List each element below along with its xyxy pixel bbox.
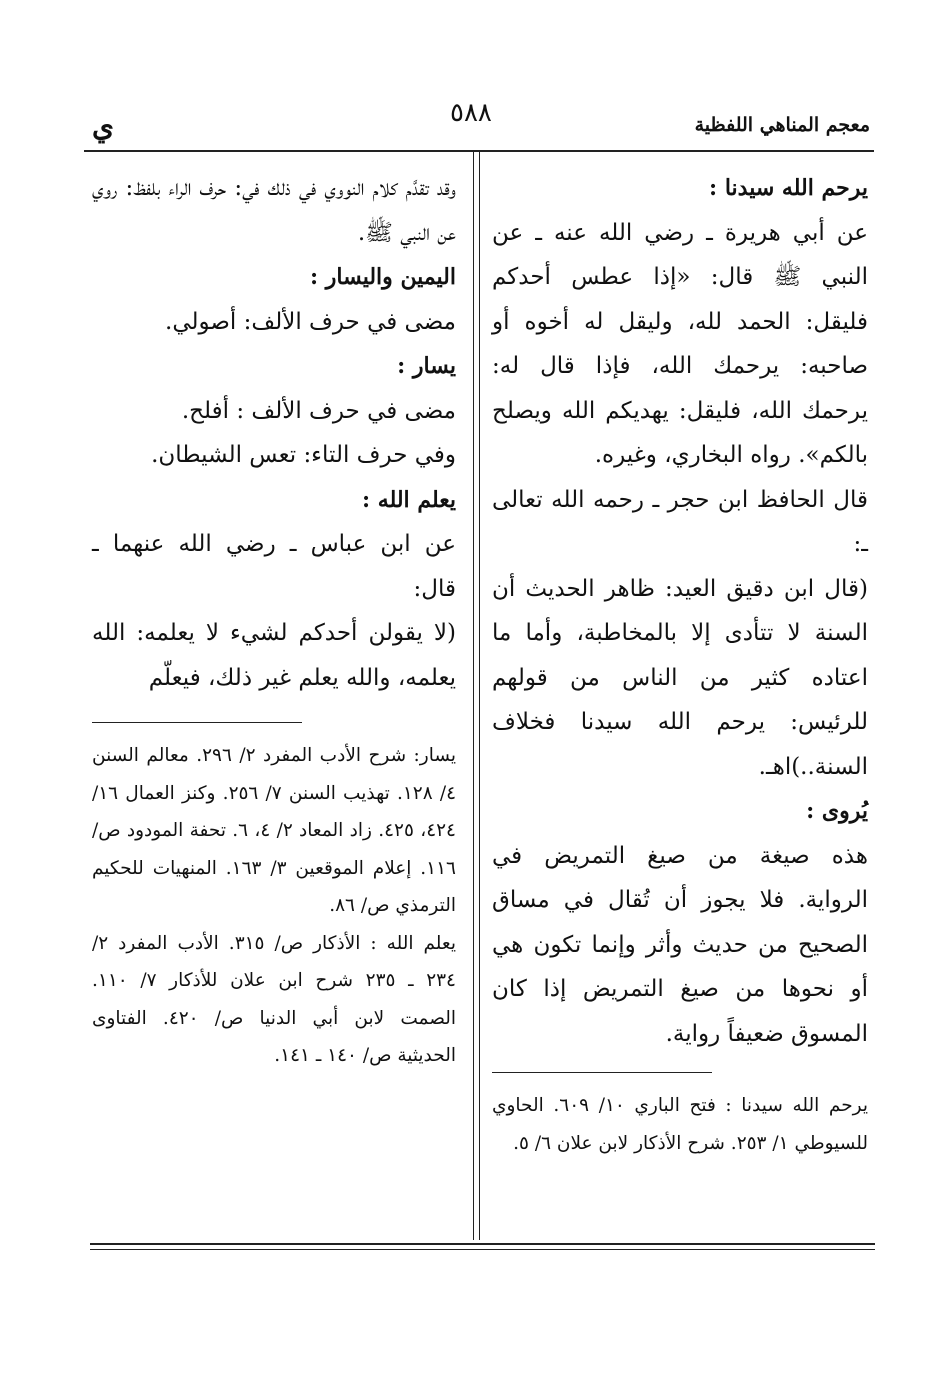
quotation: (لا يقولن أحدكم لشيء لا يعلمه: الله يعلمه، والله يعلم غير ذلك، فيعلّم (92, 620, 456, 691)
running-title: معجم المناهي اللفظية (694, 114, 870, 136)
footer-rule-thin (90, 1249, 875, 1250)
column-divider (473, 150, 480, 1240)
paragraph: وقد تقدَّم كلام النووي في ذلك في: حرف الراء بلفظ: روي عن النبي ﷺ. (92, 175, 456, 246)
paragraph: عن ابن عباس ـ رضي الله عنهما ـ قال: (92, 531, 456, 602)
quotation: (قال ابن دقيق العيد: ظاهر الحديث أن السنة لا تتأدى إلا بالمخاطبة، وأما ما اعتاده كثير من الناس من قولهم للرئيس: يرحم الله سيدنا فخلاف السنة..)اهـ. (492, 575, 868, 780)
paragraph: قال الحافظ ابن حجر ـ رحمه الله تعالى ـ: (492, 486, 868, 557)
entry-heading: يسار : (397, 353, 456, 379)
footnote: يسار: شرح الأدب المفرد ٢/ ٢٩٦. معالم السنن ٤/ ١٢٨. تهذيب السنن ٧/ ٢٥٦. وكنز العمال ١٦/ ٤٢٤، ٤٢٥. زاد المعاد ٢/ ٤، ٦. تحفة المودود ص/ ١١٦. إعلام الموقعين ٣/ ١٦٣. المنهيات للحكيم الترمذي ص/ ٨٦. (92, 745, 457, 916)
footnote-separator (92, 722, 302, 723)
paragraph: مضى في حرف الألف : أفلح. (181, 397, 456, 424)
footnote: يرحم الله سيدنا : فتح الباري ١٠/ ٦٠٩. الحاوي للسيوطي ١/ ٢٥٣. شرح الأذكار لابن علان ٦/ ٥. (492, 1095, 868, 1154)
section-letter: ي (92, 110, 114, 143)
footer-rule (90, 1243, 875, 1245)
footnote-separator (492, 1072, 712, 1073)
page-header (70, 96, 870, 148)
page-number: ٥٨٨ (450, 98, 492, 128)
footnote: يعلم الله : الأذكار ص/ ٣١٥. الأدب المفرد ٢/ ٢٣٤ ـ ٢٣٥ شرح ابن علان للأذكار ٧/ ١١٠. الصمت لابن أبي الدنيا ص/ ٤٢٠. الفتاوى الحديثية ص/ ١٤٠ ـ ١٤١. (92, 932, 457, 1066)
paragraph: وفي حرف التاء: تعس الشيطان. (151, 442, 456, 468)
entry-heading: يرحم الله سيدنا : (709, 175, 868, 201)
entry-heading: اليمين واليسار : (309, 264, 456, 290)
left-column (92, 166, 456, 1075)
entry-heading: يعلم الله : (362, 486, 456, 513)
right-column (492, 166, 868, 1162)
paragraph: عن أبي هريرة ـ رضي الله عنه ـ عن النبي ﷺ قال: «إذا عطس أحدكم فليقل: الحمد لله، وليقل له أخوه أو صاحبه: يرحمك الله، فإذا قال له: يرحمك الله، فليقل: يهديكم الله ويصلح بالكم». رواه البخاري، وغيره. (492, 219, 868, 468)
entry-heading: يُروى : (806, 798, 868, 824)
paragraph: مضى في حرف الألف: أصولي. (165, 308, 456, 335)
paragraph: هذه صيغة من صيغ التمريض في الرواية. فلا يجوز أن تُقال في مساق الصحيح من حديث وأثر وإنما تكون هي أو نحوها من صيغ التمريض إذا كان المسوق ضعيفاً رواية. (492, 842, 868, 1047)
